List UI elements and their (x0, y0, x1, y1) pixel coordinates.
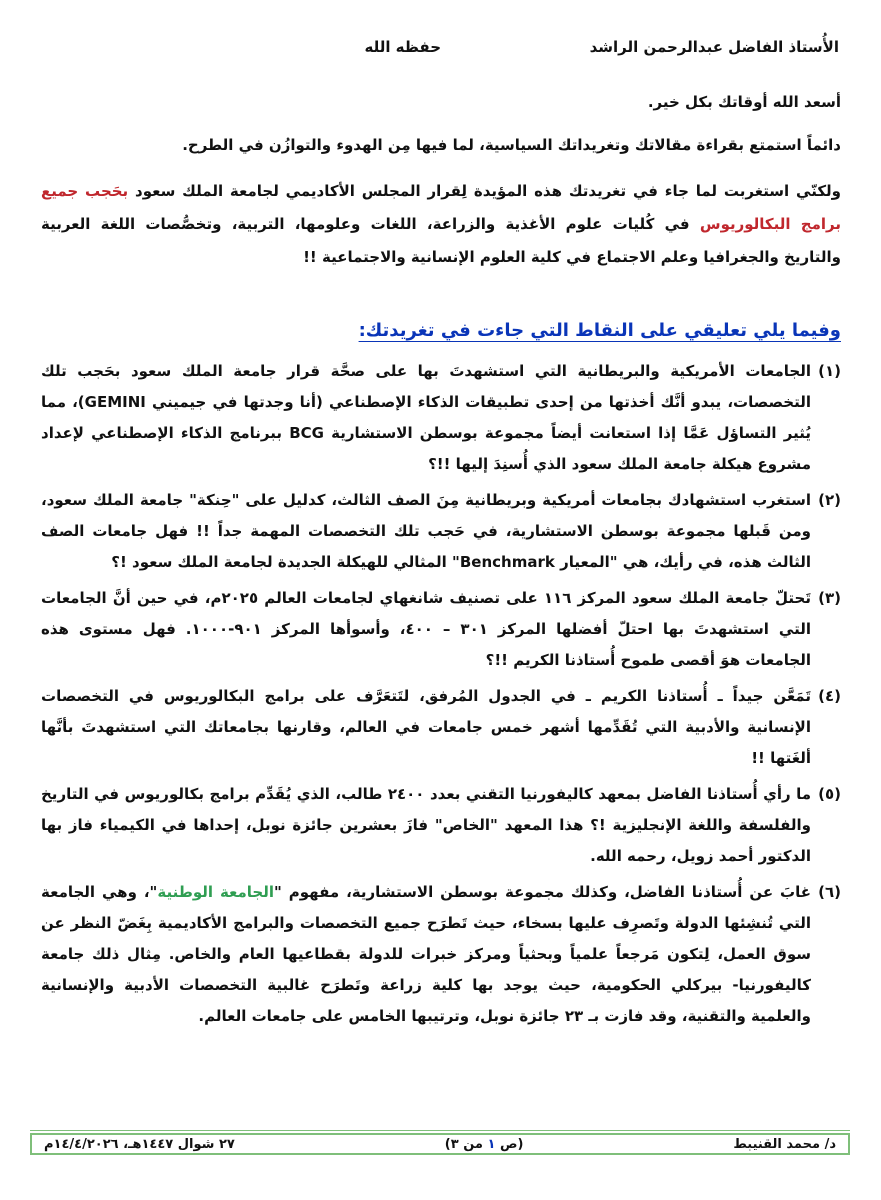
point-text: الجامعات الأمريكية والبريطانية التي استشهدتَ بها على صحَّة قرار جامعة الملك سعود بحَجب تلك التخصصات، يبدو أنَّك أخذتها من إحدى تطبيقات الذكاء الإصطناعي (أنا وجدتها في جيميني GEMINI)، مما يُثير التساؤل عَمَّا إذا استعانت أيضاً مجموعة بوسطن الاستشارية BCG ببرنامج الذكاء الإصطناعي لإعداد مشروع هيكلة جامعة الملك سعود الذي أُسنِدَ إليها !!؟ (41, 362, 811, 473)
point-number: (٦) (818, 883, 841, 901)
surprise-paragraph (41, 175, 841, 274)
footer-page (445, 1137, 524, 1152)
point-text-end: "، وهي الجامعة التي تُنشِئها الدولة وتَصرِف عليها بسخاء، حيث تَطرَح جميع التخصصات والبرامج الأكاديمية بِغَضّ النظر عن سوق العمل، لِتكون مَرجعاً علمياً وبحثياً ومركز خبرات للدولة بقطاعيها العام والخاص. مِثال ذلك جامعة كاليفورنيا- بيركلي الحكومية، حيث يوجد بها كلية زراعة وتَطرَح غالبية التخصصات الأدبية والإنسانية والعلمية والتقنية، وقد فازت بـ ٢٣ جائزة نوبل، وترتيبها الخامس على جامعات العالم. (41, 883, 811, 1025)
national-university-term: الجامعة الوطنية (157, 883, 275, 901)
point-text: تَحتلّ جامعة الملك سعود المركز ١١٦ على تصنيف شانغهاي لجامعات العالم ٢٠٢٥م، في حين أنَّ الجامعات التي استشهدتَ بها احتلّ أفضلها المركز ٣٠١ – ٤٠٠، وأسوأها المركز ٩٠١-١٠٠٠. فهل مستوى هذه الجامعات هوَ أقصى طموح أُستاذنا الكريم !!؟ (41, 589, 812, 669)
point-item (41, 485, 841, 578)
footer-page-prefix: (ص (495, 1136, 524, 1152)
point-number: (٤) (818, 687, 841, 705)
point-item (41, 583, 841, 676)
comments-heading (359, 320, 841, 341)
footer-bar (30, 1133, 850, 1155)
footer-divider (30, 1130, 850, 1131)
point-item (41, 681, 841, 774)
point-number: (٣) (818, 589, 841, 607)
point-text: استغرب استشهادك بجامعات أمريكية وبريطانية مِنَ الصف الثالث، كدليل على "حِنكة" جامعة الملك سعود، ومن قَبلها مجموعة بوسطن الاستشارية، في حَجب تلك التخصصات المهمة جداً !! فهل جامعات الصف الثالث هذه، في رأيك، هي "المعيار Benchmark" المثالي للهيكلة الجديدة لجامعة الملك سعود !؟ (41, 491, 811, 571)
point-text: ما رأي أُستاذنا الفاضل بمعهد كاليفورنيا التقني بعدد ٢٤٠٠ طالب، الذي يُقَدِّم برامج بكالوريوس في التاريخ والفلسفة واللغة الإنجليزية !؟ هذا المعهد "الخاص" فازَ بعشرين جائزة نوبل، إحداها في الكيمياء فاز بها الدكتور أحمد زويل، رحمه الله. (41, 785, 811, 865)
addressee-honorific: حفظه الله (364, 38, 441, 56)
footer-page-suffix: من ٣) (444, 1136, 488, 1152)
comments-heading-text: وفيما يلي تعليقي على النقاط التي جاءت في تغريدتك: (358, 320, 841, 341)
surprise-text-end: في كُليات علوم الأغذية والزراعة، اللغات وعلومها، التربية، وتخصُّصات اللغة العربية والتاريخ والجغرافيا وعلم الاجتماع في كلية العلوم الإنسانية والاجتماعية !! (41, 215, 841, 266)
point-text-start: غابَ عن أُستاذنا الفاضل، وكذلك مجموعة بوسطن الاستشارية، مفهوم " (274, 883, 811, 901)
point-item (41, 877, 841, 1032)
footer-date: ٢٧ شوال ١٤٤٧هـ، ١٤/٤/٢٠٢٦م (44, 1136, 235, 1152)
enjoy-paragraph: دائماً استمتع بقراءة مقالاتك وتغريداتك السياسية، لما فيها مِن الهدوء والتوازُن في الطرح. (182, 136, 841, 154)
points-list (41, 356, 841, 1037)
point-text: تَمَعَّن جيداً ـ أُستاذنا الكريم ـ في الجدول المُرفق، لتَتعَرَّف على برامج البكالوريوس في التخصصات الإنسانية والأدبية التي تُقَدِّمها أشهر خمس جامعات في العالم، وقارنها بجامعاتك التي استشهدتَ بأنَّها ألغَتها !! (41, 687, 811, 767)
surprise-text-start: ولكنّي استغربت لما جاء في تغريدتك هذه المؤيدة لِقرار المجلس الأكاديمي لجامعة الملك سعود (128, 182, 842, 200)
point-number: (٥) (818, 785, 841, 803)
point-number: (١) (818, 362, 841, 380)
point-text (41, 877, 811, 1032)
point-number: (٢) (818, 491, 841, 509)
addressee-name: الأُستاذ الفاضل عبدالرحمن الراشد (589, 38, 839, 56)
greeting: أسعد الله أوقاتك بكل خير. (647, 93, 841, 111)
footer-author: د/ محمد القنيبط (733, 1136, 836, 1152)
footer-page-number: ١ (487, 1136, 496, 1152)
point-item (41, 779, 841, 872)
surprise-highlight: بحَجب جميع برامج البكالوريوس (41, 182, 841, 233)
point-item (41, 356, 841, 480)
